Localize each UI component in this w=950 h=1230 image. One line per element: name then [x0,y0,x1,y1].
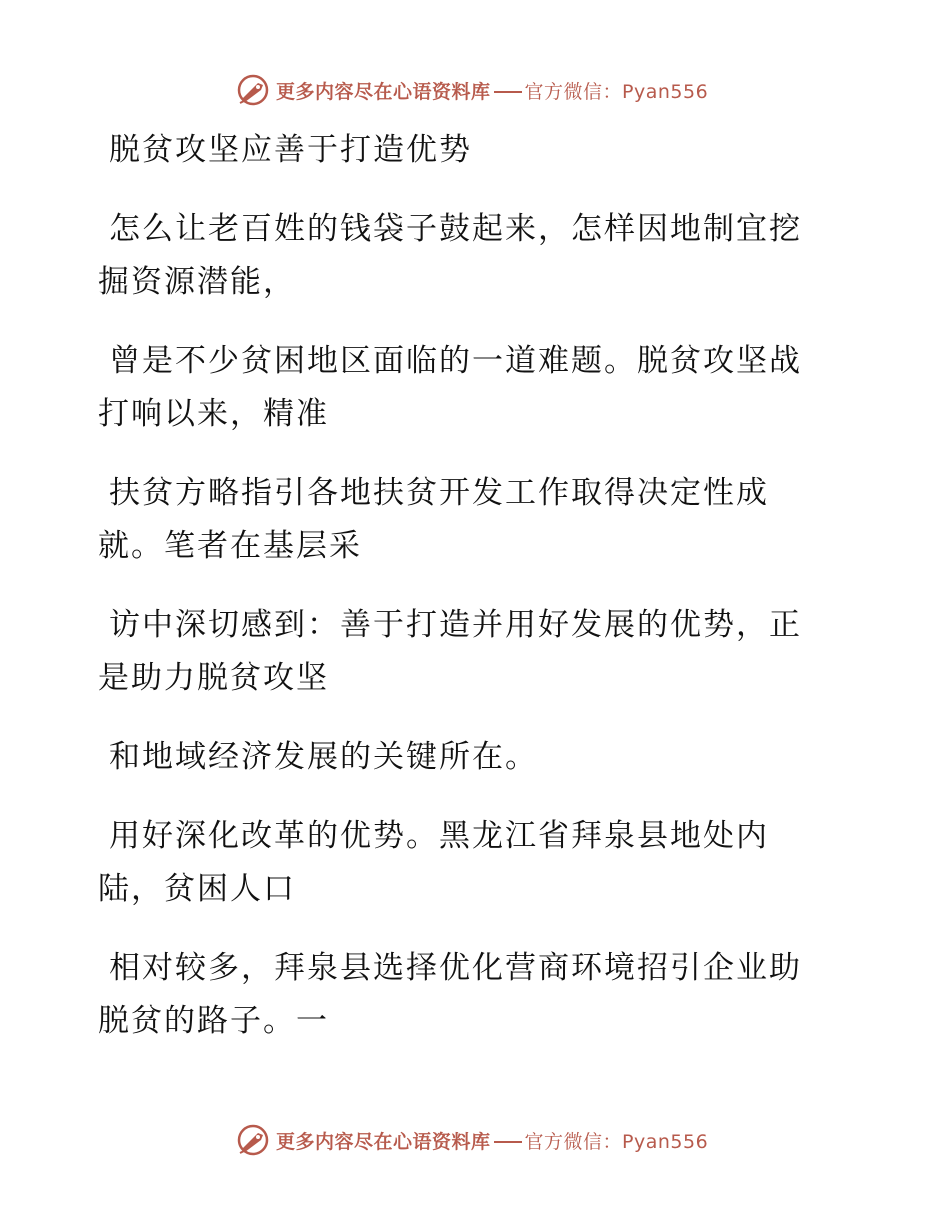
header-watermark-banner [236,72,708,108]
paragraph [98,942,838,1048]
paragraph [98,810,838,916]
paragraph [98,467,838,573]
paragraph-line: 曾是不少贫困地区面临的一道难题。脱贫攻坚战 [109,343,802,379]
header-banner-sub-text: 官方微信：Pyan556 [524,80,709,103]
document-title: 脱贫攻坚应善于打造优势 [109,132,472,168]
paragraph-line: 怎么让老百姓的钱袋子鼓起来，怎样因地制宜挖 [109,211,802,247]
document-body [98,124,838,1074]
paragraph-line: 打响以来，精准 [98,396,329,432]
footer-banner-main-text: 更多内容尽在心语资料库 [276,1130,491,1153]
paragraph-line: 是助力脱贫攻坚 [98,660,329,696]
document-title-paragraph [98,124,838,177]
paragraph-line: 相对较多，拜泉县选择优化营商环境招引企业助 [109,950,802,986]
footer-watermark-banner [236,1122,708,1158]
header-banner-dash [494,91,522,93]
paragraph-line: 脱贫的路子。一 [98,1003,329,1039]
pen-nib-logo-icon [236,1123,270,1157]
paragraph-line: 和地域经济发展的关键所在。 [109,739,538,775]
paragraph [98,599,838,705]
paragraph [98,731,838,784]
paragraph [98,335,838,441]
paragraph-line: 陆，贫困人口 [98,871,296,907]
paragraph [98,203,838,309]
paragraph-line: 掘资源潜能， [98,264,296,300]
footer-banner-dash [494,1141,522,1143]
header-banner-main-text: 更多内容尽在心语资料库 [276,80,491,103]
paragraph-line: 就。笔者在基层采 [98,528,362,564]
pen-nib-logo-icon [236,73,270,107]
paragraph-line: 访中深切感到：善于打造并用好发展的优势，正 [109,607,802,643]
paragraph-line: 用好深化改革的优势。黑龙江省拜泉县地处内 [109,818,769,854]
paragraph-line: 扶贫方略指引各地扶贫开发工作取得决定性成 [109,475,769,511]
footer-banner-sub-text: 官方微信：Pyan556 [524,1130,709,1153]
